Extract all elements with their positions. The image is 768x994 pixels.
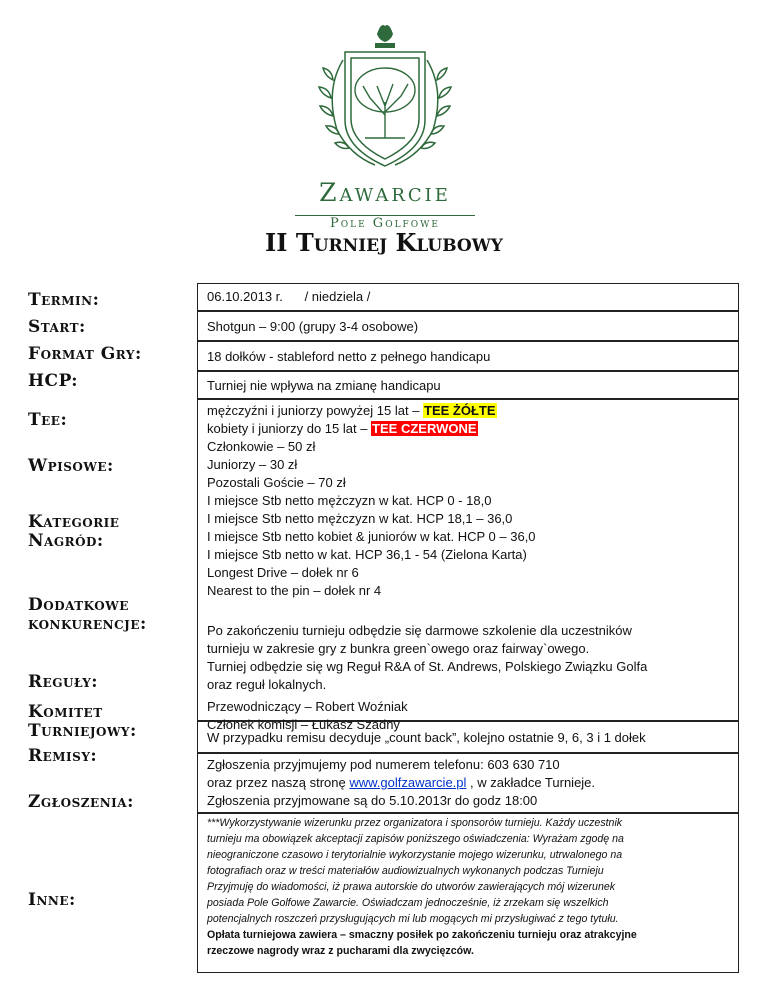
label-zgloszenia: Zgłoszenia: bbox=[28, 792, 134, 812]
kategorie-line: I miejsce Stb netto mężczyzn w kat. HCP 0 - 18,0 bbox=[207, 493, 492, 508]
label-wpisowe: Wpisowe: bbox=[28, 456, 114, 476]
crest-icon bbox=[315, 20, 455, 170]
kategorie-line: I miejsce Stb netto kobiet & juniorów w kat. HCP 0 – 36,0 bbox=[207, 529, 536, 544]
wpisowe-line: Członkowie – 50 zł bbox=[207, 439, 316, 454]
zgloszenia-line-1: Zgłoszenia przyjmujemy pod numerem telefonu: 603 630 710 bbox=[207, 757, 560, 772]
row-termin bbox=[197, 283, 739, 311]
dodatkowe-line: Nearest to the pin – dołek nr 4 bbox=[207, 583, 382, 598]
inne-line: turnieju ma obowiązek akceptacji zapisów poniższego oświadczenia: Wyrażam zgodę na bbox=[207, 833, 624, 845]
page-title: II Turniej Klubowy bbox=[265, 228, 503, 257]
logo-subtitle: Pole Golfowe bbox=[330, 216, 440, 231]
inne-bold-line: rzeczowe nagrody wraz z pucharami dla zwycięzców. bbox=[207, 945, 474, 957]
tee-1-text: mężczyźni i juniorzy powyżej 15 lat – bbox=[207, 403, 424, 418]
inne-line: Przyjmuję do wiadomości, iż prawa autorskie do utworów zawierających mój wizerunek bbox=[207, 881, 616, 893]
logo-name: Zawarcie bbox=[319, 178, 451, 207]
website-link[interactable]: www.golfzawarcie.pl bbox=[349, 775, 467, 790]
reguly-line: oraz reguł lokalnych. bbox=[207, 677, 327, 692]
row-inne bbox=[197, 813, 739, 973]
row-format bbox=[197, 341, 739, 371]
label-kategorie-2: Nagród: bbox=[28, 531, 104, 551]
label-reguly: Reguły: bbox=[28, 672, 99, 692]
row-zgloszenia bbox=[197, 753, 739, 813]
row-start bbox=[197, 311, 739, 341]
tee-line-2 bbox=[207, 420, 729, 438]
zgloszenia-line-2-post: , w zakładce Turnieje. bbox=[466, 775, 596, 790]
dodatkowe-line: Longest Drive – dołek nr 6 bbox=[207, 565, 359, 580]
inne-line: potencjalnych roszczeń przysługujących mi lub mogących mi przysługiwać z tego tytułu. bbox=[207, 913, 619, 925]
kategorie-line: I miejsce Stb netto w kat. HCP 36,1 - 54 (Zielona Karta) bbox=[207, 547, 527, 562]
dodatkowe-line: turnieju w zakresie gry z bunkra green`owego oraz fairway`owego. bbox=[207, 641, 590, 656]
zgloszenia-line-2 bbox=[207, 774, 729, 792]
zgloszenia-line-2-pre: oraz przez naszą stronę bbox=[207, 775, 350, 790]
wpisowe-line: Juniorzy – 30 zł bbox=[207, 457, 298, 472]
remisy-value: W przypadku remisu decyduje „count back”, kolejno ostatnie 9, 6, 3 i 1 dołek bbox=[207, 730, 646, 745]
inne-bold-line: Opłata turniejowa zawiera – smaczny posiłek po zakończeniu turnieju oraz atrakcyjne bbox=[207, 929, 637, 941]
label-kategorie-1: Kategorie bbox=[28, 512, 120, 532]
tee-2-text: kobiety i juniorzy do 15 lat – bbox=[207, 421, 372, 436]
label-tee: Tee: bbox=[28, 410, 68, 430]
komitet-line: Członek komisji – Łukasz Szadny bbox=[207, 717, 400, 732]
label-inne: Inne: bbox=[28, 890, 76, 910]
termin-value: 06.10.2013 r. / niedziela / bbox=[207, 289, 371, 304]
dodatkowe-line bbox=[207, 600, 729, 618]
inne-line: posiada Pole Golfowe Zawarcie. Oświadczam jednocześnie, iż zrzekam się wszelkich bbox=[207, 897, 609, 909]
label-dodatkowe-2: konkurencje: bbox=[28, 614, 147, 634]
zgloszenia-line-3: Zgłoszenia przyjmowane są do 5.10.2013r do godz 18:00 bbox=[207, 793, 538, 808]
label-start: Start: bbox=[28, 317, 86, 337]
row-hcp bbox=[197, 371, 739, 399]
hcp-value: Turniej nie wpływa na zmianę handicapu bbox=[207, 378, 441, 393]
label-hcp: HCP: bbox=[28, 371, 79, 391]
inne-line: fotografiach oraz w treści materiałów audiowizualnych wykonanych podczas Turnieju bbox=[207, 865, 604, 877]
label-format: Format Gry: bbox=[28, 344, 142, 364]
tee-yellow-badge: TEE ŻÓŁTE bbox=[424, 403, 496, 418]
format-value: 18 dołków - stableford netto z pełnego handicapu bbox=[207, 349, 491, 364]
tee-line-1 bbox=[207, 402, 729, 420]
reguly-line: Turniej odbędzie się wg Reguł R&A of St. Andrews, Polskiego Związku Golfa bbox=[207, 659, 648, 674]
label-remisy: Remisy: bbox=[28, 746, 98, 766]
row-tee-to-komitet bbox=[197, 399, 739, 732]
wpisowe-line: Pozostali Goście – 70 zł bbox=[207, 475, 346, 490]
komitet-line: Przewodniczący – Robert Woźniak bbox=[207, 699, 408, 714]
club-logo bbox=[290, 20, 480, 230]
label-dodatkowe-1: Dodatkowe bbox=[28, 595, 129, 615]
inne-line: ***Wykorzystywanie wizerunku przez organizatora i sponsorów turnieju. Każdy uczestnik bbox=[207, 817, 623, 829]
inne-line: nieograniczone czasowo i terytorialnie wykorzystanie mojego wizerunku, utrwalonego na bbox=[207, 849, 623, 861]
kategorie-line: I miejsce Stb netto mężczyzn w kat. HCP 18,1 – 36,0 bbox=[207, 511, 513, 526]
row-remisy bbox=[197, 721, 739, 753]
label-komitet-2: Turniejowy: bbox=[28, 721, 137, 741]
label-komitet-1: Komitet bbox=[28, 702, 103, 722]
dodatkowe-line: Po zakończeniu turnieju odbędzie się darmowe szkolenie dla uczestników bbox=[207, 623, 632, 638]
start-value: Shotgun – 9:00 (grupy 3-4 osobowe) bbox=[207, 319, 419, 334]
label-termin: Termin: bbox=[28, 290, 100, 310]
tee-red-badge: TEE CZERWONE bbox=[372, 421, 477, 436]
